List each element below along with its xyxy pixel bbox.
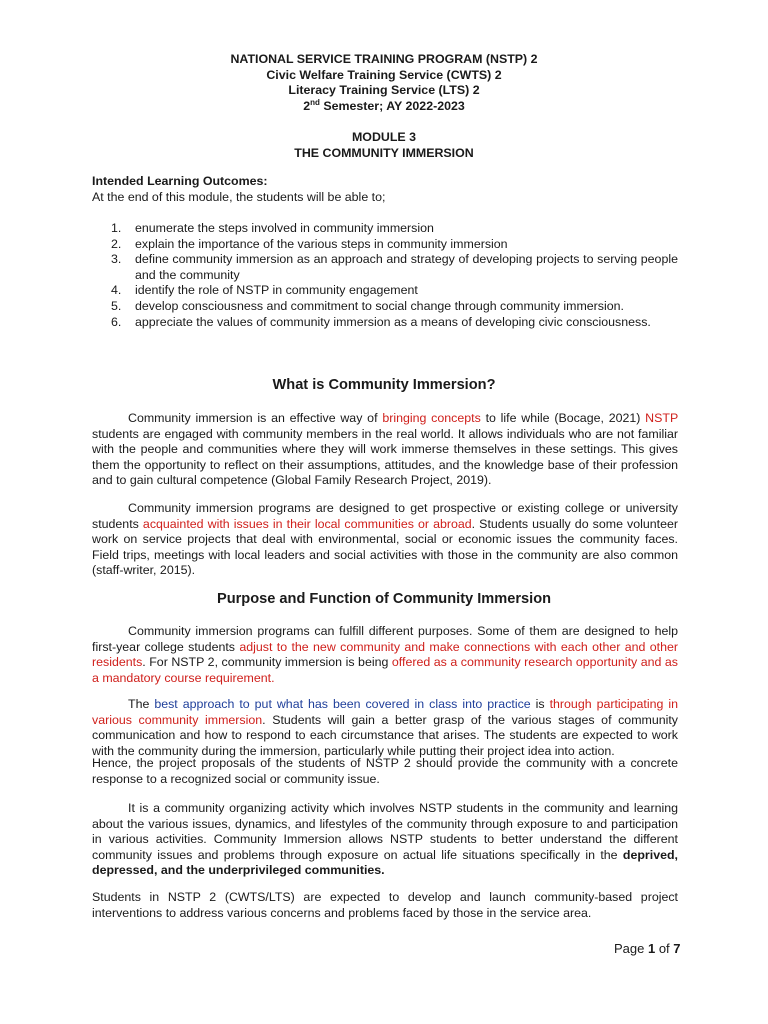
- list-item: [92, 315, 678, 331]
- list-item-text: develop consciousness and commitment to social change through community immersion.: [135, 298, 624, 313]
- page-label: Page: [614, 941, 648, 956]
- text-run: Community immersion is an effective way of: [128, 411, 383, 425]
- learning-outcomes-label: Intended Learning Outcomes:: [92, 174, 268, 188]
- list-item: [92, 221, 678, 237]
- list-item-number: 4.: [111, 283, 122, 298]
- bold-text: deprived, depressed, and the underprivileged communities.: [92, 847, 678, 878]
- module-heading: [0, 130, 768, 161]
- highlight-blue: best approach to put what has been covered in class into practice: [154, 697, 531, 711]
- text-run: It is a community organizing activity which involves NSTP students in the community and learning about the various issues, dynamics, and lifestyles of the community through exposure to and participation in various activities. Community Immersion allows NSTP students to better understand the different community issues and problems through exposure on actual life situations specifically in the: [92, 801, 678, 862]
- page-number: [614, 941, 681, 957]
- current-page: 1: [647, 941, 656, 956]
- paragraph-hence: Hence, the project proposals of the students of NSTP 2 should provide the community with a concrete response to a recognized social or community issue.: [92, 756, 678, 786]
- document-header: [0, 52, 768, 114]
- list-item-number: 5.: [111, 298, 122, 313]
- highlight-red: acquainted with issues in their local communities or abroad: [142, 516, 472, 531]
- module-title: THE COMMUNITY IMMERSION: [294, 145, 474, 160]
- semester-suffix: nd: [310, 97, 320, 107]
- list-item-text: define community immersion as an approach and strategy of developing projects to serving people and the community: [135, 252, 678, 282]
- module-number: MODULE 3: [351, 130, 417, 144]
- semester-line: [0, 99, 768, 115]
- list-item: [92, 299, 678, 315]
- highlight-red: adjust to the new community and make connections with each other and other residents: [92, 639, 678, 670]
- text-run: is: [530, 697, 550, 711]
- list-item-number: 1.: [111, 221, 122, 235]
- highlight-red: offered as a community research opportunity and as a mandatory course requirement.: [92, 655, 678, 685]
- text-run: . For NSTP 2, community immersion is being: [142, 655, 392, 670]
- list-item: [92, 252, 678, 283]
- paragraph-programs: [92, 501, 678, 579]
- text-run: to life while (Bocage, 2021): [480, 411, 646, 425]
- list-item: [92, 283, 678, 299]
- cwts-title: Civic Welfare Training Service (CWTS) 2: [266, 67, 502, 82]
- list-item-number: 3.: [111, 252, 122, 267]
- section-heading-what-is: What is Community Immersion?: [272, 377, 496, 393]
- section-heading-purpose: Purpose and Function of Community Immersion: [216, 591, 552, 607]
- list-item: [92, 237, 678, 253]
- paragraph-definition: [92, 411, 678, 489]
- list-item-text: enumerate the steps involved in community immersion: [135, 221, 434, 235]
- list-item-text: identify the role of NSTP in community engagement: [135, 283, 418, 298]
- list-item-number: 2.: [111, 236, 122, 251]
- highlight-red: NSTP: [645, 411, 678, 425]
- semester-number: 2: [303, 98, 311, 113]
- highlight-red: bringing concepts: [382, 411, 481, 425]
- paragraph-expectations: Students in NSTP 2 (CWTS/LTS) are expected to develop and launch community-based project interventions to address various concerns and problems faced by those in the service area.: [92, 890, 678, 920]
- learning-outcomes-intro: [92, 174, 682, 205]
- total-pages: 7: [673, 941, 681, 956]
- list-item-text: appreciate the values of community immersion as a means of developing civic consciousness.: [135, 314, 651, 329]
- paragraph-organizing: [92, 801, 678, 879]
- semester-rest: Semester; AY 2022-2023: [319, 98, 465, 113]
- text-run: students are engaged with community members in the real world. It allows individuals who are not familiar with the people and communities where they will work immerse themselves in these settings. This gives them the opportunity to reflect on their assumptions, attitudes, and the knowledge base of their profession and to gain cultural competence (Global Family Research Project, 2019).: [92, 426, 678, 488]
- list-item-text: explain the importance of the various steps in community immersion: [135, 236, 508, 251]
- lts-title: Literacy Training Service (LTS) 2: [288, 83, 480, 98]
- learning-outcomes-lead: At the end of this module, the students will be able to;: [92, 189, 386, 204]
- of-label: of: [655, 941, 674, 956]
- highlight-red: through participating in various community immersion: [92, 697, 678, 727]
- text-run: Community immersion programs can fulfill different purposes. Some of them are designed to help first-year college students: [92, 624, 678, 654]
- text-run: Community immersion programs are designed to get prospective or existing college or university students: [92, 501, 678, 531]
- list-item-number: 6.: [111, 314, 122, 329]
- program-title: NATIONAL SERVICE TRAINING PROGRAM (NSTP) 2: [230, 52, 538, 66]
- paragraph-purposes: [92, 624, 678, 686]
- learning-outcomes-list: [92, 221, 678, 330]
- text-run: The: [128, 697, 155, 711]
- text-run: . Students usually do some volunteer work on service projects that deal with environmental, social or economic issues the community faces. Field trips, meetings with local leaders and social activities with those in the community are also common (staff-writer, 2015).: [92, 516, 679, 578]
- text-run: . Students will gain a better grasp of the various stages of community communication and how to respond to each circumstance that arises. The students are expected to work with the community during the immersion, particularly while putting their project idea into action.: [92, 712, 679, 758]
- paragraph-best-approach: [92, 697, 678, 759]
